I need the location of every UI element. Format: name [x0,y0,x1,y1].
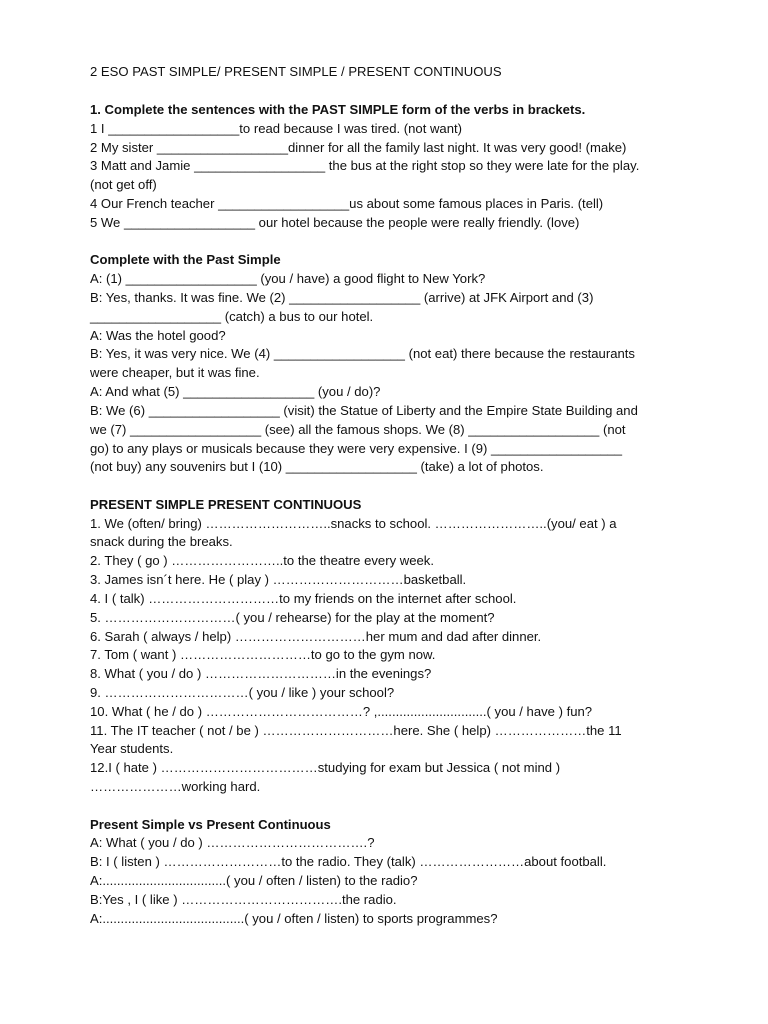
exercise-line: 1 I __________________to read because I was tired. (not want) [90,121,462,136]
exercise-line: 2 My sister __________________dinner for all the family last night. It was very good! (make) [90,140,627,155]
page-title: 2 ESO PAST SIMPLE/ PRESENT SIMPLE / PRESENT CONTINUOUS [90,64,502,79]
exercise-line: 7. Tom ( want ) …………………………to go to the gym now. [90,647,436,662]
section4-heading: Present Simple vs Present Continuous [90,817,331,832]
dialogue-line: B:Yes , I ( like ) ……………………………….the radio. [90,892,397,907]
section2-heading: Complete with the Past Simple [90,252,281,267]
dialogue-line: __________________ (catch) a bus to our hotel. [90,309,374,324]
exercise-line: (not get off) [90,177,157,192]
dialogue-line: A:.......................................( you / often / listen) to sports programmes? [90,911,498,926]
dialogue-line: A: And what (5) __________________ (you / do)? [90,384,381,399]
exercise-line: 2. They ( go ) ……………………..to the theatre every week. [90,553,434,568]
dialogue-line: (not buy) any souvenirs but I (10) __________________ (take) a lot of photos. [90,459,544,474]
section1-heading: 1. Complete the sentences with the PAST SIMPLE form of the verbs in brackets. [90,102,586,117]
dialogue-line: go) to any plays or musicals because they were very expensive. I (9) __________________ [90,441,623,456]
exercise-line: snack during the breaks. [90,534,233,549]
dialogue-line: A: Was the hotel good? [90,328,226,343]
exercise-line: 12.I ( hate ) ………………………………studying for exam but Jessica ( not mind ) [90,760,561,775]
exercise-line: 9. ……………………………( you / like ) your school? [90,685,395,700]
dialogue-line: were cheaper, but it was fine. [90,365,260,380]
exercise-line: 3. James isn´t here. He ( play ) …………………………basketball. [90,572,467,587]
dialogue-line: we (7) __________________ (see) all the famous shops. We (8) __________________ (not [90,422,626,437]
exercise-line: 10. What ( he / do ) ………………………………? ,..............................( you / have ) fun? [90,704,593,719]
dialogue-line: B: Yes, it was very nice. We (4) __________________ (not eat) there because the restaurants [90,346,635,361]
dialogue-line: B: I ( listen ) ………………………to the radio. They (talk) ……………………about football. [90,854,607,869]
dialogue-line: A:..................................( you / often / listen) to the radio? [90,873,418,888]
exercise-line: 1. We (often/ bring) ………………………..snacks to school. ……………………..(you/ eat ) a [90,516,617,531]
exercise-line: …………………working hard. [90,779,261,794]
section3-heading: PRESENT SIMPLE PRESENT CONTINUOUS [90,497,362,512]
exercise-line: 5 We __________________ our hotel because the people were really friendly. (love) [90,215,580,230]
exercise-line: 3 Matt and Jamie __________________ the bus at the right stop so they were late for the play. [90,158,640,173]
dialogue-line: A: (1) __________________ (you / have) a good flight to New York? [90,271,486,286]
dialogue-line: B: We (6) __________________ (visit) the Statue of Liberty and the Empire State Building and [90,403,638,418]
dialogue-line: B: Yes, thanks. It was fine. We (2) __________________ (arrive) at JFK Airport and (3) [90,290,594,305]
exercise-line: 4. I ( talk) …………………………to my friends on the internet after school. [90,591,517,606]
exercise-line: Year students. [90,741,174,756]
exercise-line: 11. The IT teacher ( not / be ) …………………………here. She ( help) …………………the 11 [90,723,622,738]
exercise-line: 5. …………………………( you / rehearse) for the play at the moment? [90,610,495,625]
exercise-line: 4 Our French teacher __________________us about some famous places in Paris. (tell) [90,196,604,211]
exercise-line: 8. What ( you / do ) …………………………in the evenings? [90,666,432,681]
dialogue-line: A: What ( you / do ) ……………………………….? [90,835,375,850]
exercise-line: 6. Sarah ( always / help) …………………………her mum and dad after dinner. [90,629,542,644]
